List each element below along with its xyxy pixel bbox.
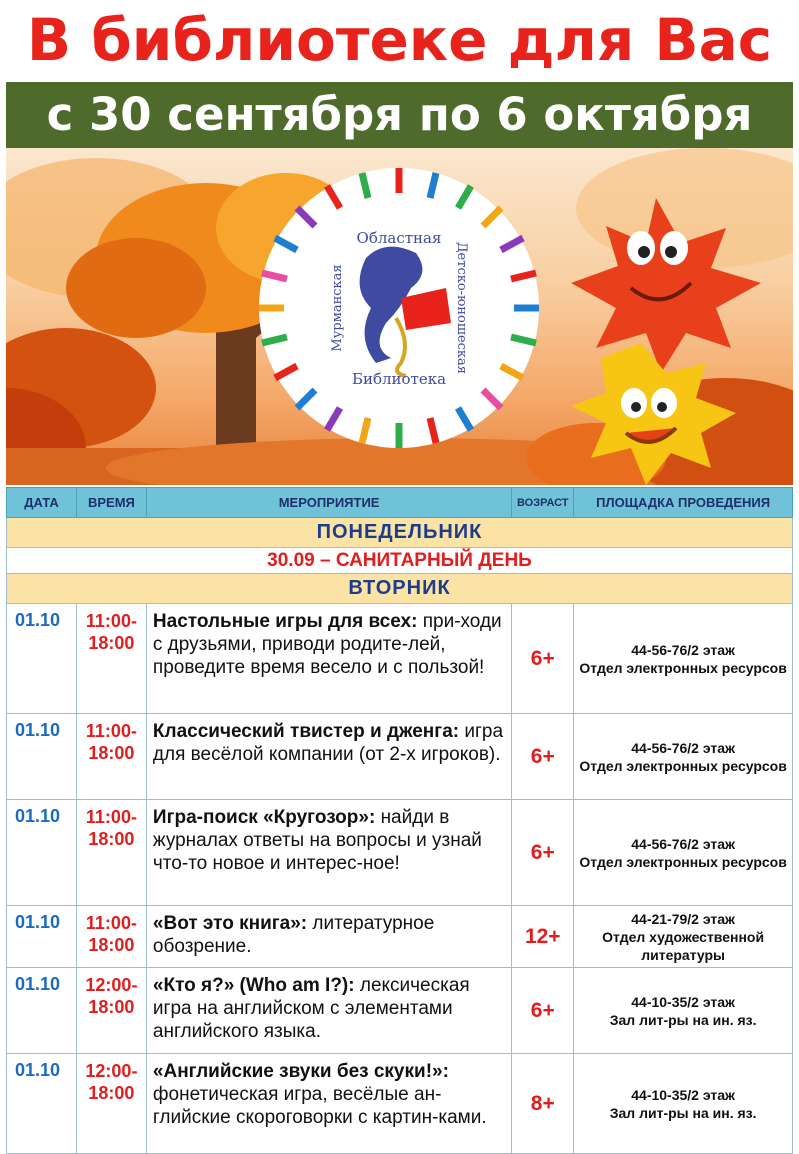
logo-text-top: Областная [356, 229, 442, 247]
event-place: 44-21-79/2 этаж Отдел художественной литературы [574, 906, 793, 968]
event-place: 44-56-76/2 этаж Отдел электронных ресурсов [574, 604, 793, 714]
event-description: «Вот это книга»: литературное обозрение. [146, 906, 511, 968]
tree-crown [66, 238, 206, 338]
event-date: 01.10 [7, 968, 77, 1054]
logo-text-bottom: Библиотека [351, 370, 447, 388]
library-logo [259, 168, 539, 448]
event-date: 01.10 [7, 1054, 77, 1154]
day-row-tuesday [7, 574, 793, 604]
event-age: 6+ [512, 714, 574, 800]
event-place: 44-10-35/2 этаж Зал лит-ры на ин. яз. [574, 1054, 793, 1154]
event-date: 01.10 [7, 604, 77, 714]
header-event: МЕРОПРИЯТИЕ [146, 488, 511, 518]
header-age: ВОЗРАСТ [512, 488, 574, 518]
event-time: 12:00- 18:00 [76, 1054, 146, 1154]
event-date: 01.10 [7, 714, 77, 800]
event-place: 44-10-35/2 этаж Зал лит-ры на ин. яз. [574, 968, 793, 1054]
event-age: 6+ [512, 800, 574, 906]
event-date: 01.10 [7, 800, 77, 906]
logo-text-right: Детско-юношеская [454, 241, 469, 375]
table-header-row [7, 488, 793, 518]
autumn-banner [6, 148, 793, 485]
autumn-illustration [6, 148, 793, 485]
table-row [7, 906, 793, 968]
notice-row [7, 548, 793, 574]
table-row [7, 1054, 793, 1154]
event-description: «Кто я?» (Who am I?): лексическая игра на английском с элементами английского языка. [146, 968, 511, 1054]
event-age: 8+ [512, 1054, 574, 1154]
event-age: 12+ [512, 906, 574, 968]
event-place: 44-56-76/2 этаж Отдел электронных ресурсов [574, 714, 793, 800]
header-time: ВРЕМЯ [76, 488, 146, 518]
events-table [6, 487, 793, 1154]
table-row [7, 714, 793, 800]
event-description: Настольные игры для всех: при-ходи с друзьями, приводи родите-лей, проведите время весело и с пользой! [146, 604, 511, 714]
table-row [7, 604, 793, 714]
day-label: ВТОРНИК [7, 574, 793, 604]
day-row-monday [7, 518, 793, 548]
event-age: 6+ [512, 968, 574, 1054]
event-date: 01.10 [7, 906, 77, 968]
event-description: Игра-поиск «Кругозор»: найди в журналах ответы на вопросы и узнай что-то новое и интерес-ное! [146, 800, 511, 906]
day-label: ПОНЕДЕЛЬНИК [7, 518, 793, 548]
header-place: ПЛОЩАДКА ПРОВЕДЕНИЯ [574, 488, 793, 518]
sanitary-day-notice: 30.09 – САНИТАРНЫЙ ДЕНЬ [7, 548, 793, 574]
event-time: 11:00- 18:00 [76, 800, 146, 906]
event-time: 11:00- 18:00 [76, 604, 146, 714]
event-time: 12:00- 18:00 [76, 968, 146, 1054]
event-place: 44-56-76/2 этаж Отдел электронных ресурсов [574, 800, 793, 906]
event-time: 11:00- 18:00 [76, 906, 146, 968]
event-description: «Английские звуки без скуки!»: фонетическая игра, весёлые ан-глийские скороговорки с картин-ками. [146, 1054, 511, 1154]
poster-title: В библиотеке для Вас [26, 6, 773, 74]
header-date: ДАТА [7, 488, 77, 518]
event-time: 11:00- 18:00 [76, 714, 146, 800]
period-band: с 30 сентября по 6 октября [6, 82, 793, 148]
logo-text-left: Мурманская [330, 264, 345, 352]
event-description: Классический твистер и дженга: игра для весёлой компании (от 2-х игроков). [146, 714, 511, 800]
table-row [7, 968, 793, 1054]
event-age: 6+ [512, 604, 574, 714]
table-row [7, 800, 793, 906]
